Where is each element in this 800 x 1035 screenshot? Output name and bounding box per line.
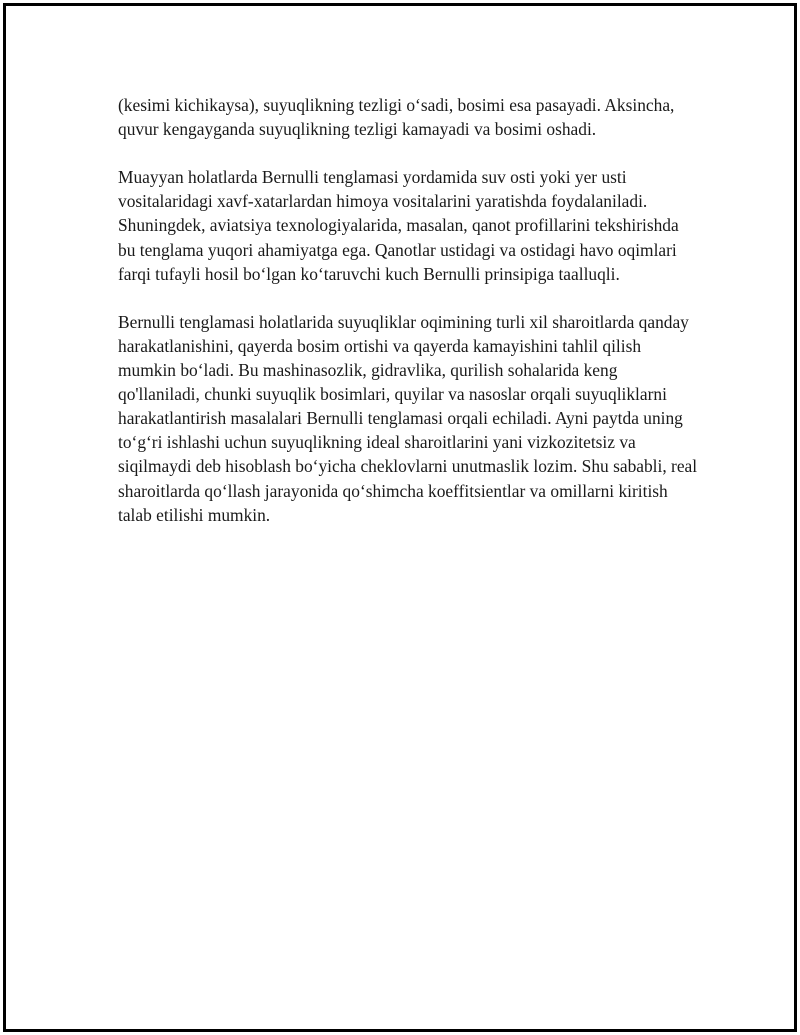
document-body bbox=[118, 93, 698, 551]
paragraph-3: Bernulli tenglamasi holatlarida suyuqliklar oqimining turli xil sharoitlarda qanday harakatlanishini, qayerda bosim ortishi va qayerda kamayishini tahlil qilish mumkin bo‘ladi. Bu mashinasozlik, gidravlika, qurilish sohalarida keng qo'llaniladi, chunki suyuqlik bosimlari, quyilar va nasoslar orqali suyuqliklarni harakatlantirish masalalari Bernulli tenglamasi orqali echiladi. Ayni paytda uning to‘g‘ri ishlashi uchun suyuqlikning ideal sharoitlarini yani vizkozitetsiz va siqilmaydi deb hisoblash bo‘yicha cheklovlarni unutmaslik lozim. Shu sababli, real sharoitlarda qo‘llash jarayonida qo‘shimcha koeffitsientlar va omillarni kiritish talab etilishi mumkin. bbox=[118, 311, 698, 525]
paragraph-2: Muayyan holatlarda Bernulli tenglamasi yordamida suv osti yoki yer usti vositalaridagi xavf-xatarlardan himoya vositalarini yaratishda foydalaniladi. Shuningdek, aviatsiya texnologiyalarida, masalan, qanot profillarini tekshirishda bu tenglama yuqori ahamiyatga ega. Qanotlar ustidagi va ostidagi havo oqimlari farqi tufayli hosil bo‘lgan ko‘taruvchi kuch Bernulli prinsipiga taalluqli. bbox=[118, 167, 679, 284]
paragraph-1: (kesimi kichikaysa), suyuqlikning tezligi o‘sadi, bosimi esa pasayadi. Aksincha, quvur kengayganda suyuqlikning tezligi kamayadi va bosimi oshadi. bbox=[118, 95, 675, 140]
